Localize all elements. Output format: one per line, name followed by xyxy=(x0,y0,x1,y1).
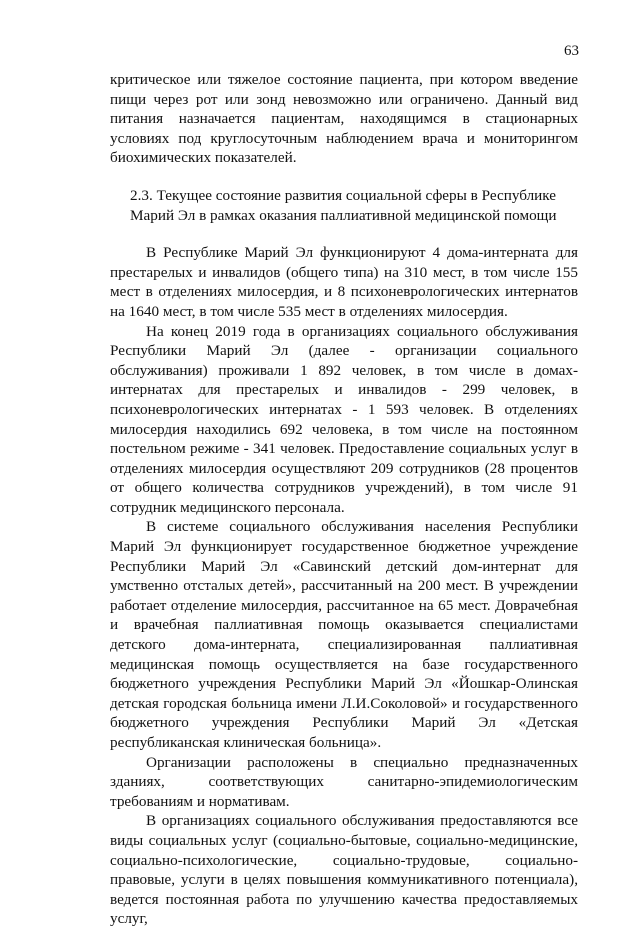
paragraph-social-services: В организациях социального обслуживания предоставляются все виды социальных услуг (социально-бытовые, социально-медицинские, социально-психологические, социально-трудовые, социально-правовые, услуги в целях повышения коммуникативного потенциала), ведется постоянная работа по улучшению качества предоставляемых услуг, xyxy=(110,812,578,928)
page-body xyxy=(110,70,578,929)
paragraph-residents-2019: На конец 2019 года в организациях социального обслуживания Республики Марий Эл (далее - организации социального обслуживания) проживали 1 892 человек, в том числе в домах-интернатах для престарелых и инвалидов - 299 человек, в психоневрологических интернатах - 1 593 человек. В отделениях милосердия находились 692 человека, в том числе на постоянном постельном режиме - 341 человек. Предоставление социальных услуг в отделениях милосердия осуществляют 209 сотрудников (28 процентов от общего количества сотрудников учреждений), в том числе 91 сотрудник медицинского персонала. xyxy=(110,322,578,516)
page-number: 63 xyxy=(564,43,579,59)
section-heading: 2.3. Текущее состояние развития социальной сферы в Республике Марий Эл в рамках оказания паллиативной медицинской помощи xyxy=(130,186,557,224)
paragraph-buildings: Организации расположены в специально предназначенных зданиях, соответствующих санитарно-эпидемиологическим требованиям и нормативам. xyxy=(110,753,578,810)
paragraph-children-home: В системе социального обслуживания населения Республики Марий Эл функционирует государственное бюджетное учреждение Республики Марий Эл «Савинский детский дом-интернат для умственно отсталых детей», рассчитанный на 200 мест. В учреждении работает отделение милосердия, рассчитанное на 65 мест. Доврачебная и врачебная паллиативная помощь оказывается специалистами детского дома-интерната, специализированная паллиативная медицинская помощь осуществляется на базе государственного бюджетного учреждения Республики Марий Эл «Йошкар-Олинская детская городская больница имени Л.И.Соколовой» и государственного бюджетного учреждения Республики Марий Эл «Детская республиканская клиническая больница». xyxy=(110,518,578,751)
paragraph-boarding-homes: В Республике Марий Эл функционируют 4 дома-интерната для престарелых и инвалидов (общего типа) на 310 мест, в том числе 155 мест в отделениях милосердия, и 8 психоневрологических интернатов на 1640 мест, в том числе 535 мест в отделениях милосердия. xyxy=(110,244,578,320)
paragraph-enteral-nutrition-continuation: критическое или тяжелое состояние пациента, при котором введение пищи через рот или зонд невозможно или ограничено. Данный вид питания назначается пациентам, находящимся в стационарных условиях под круглосуточным наблюдением врача и мониторингом биохимических показателей. xyxy=(110,71,578,167)
